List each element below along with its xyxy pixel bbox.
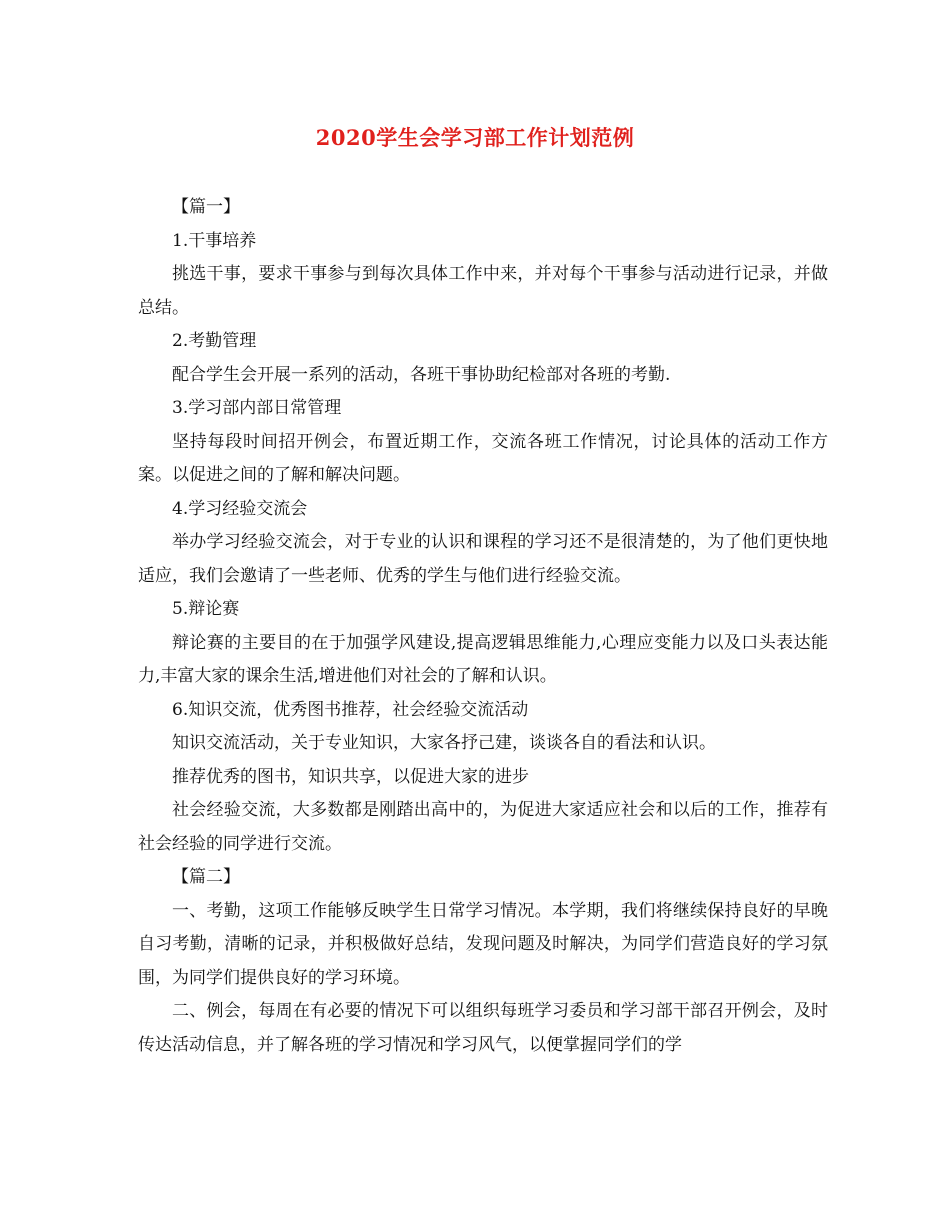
document-title: 2020学生会学习部工作计划范例 (315, 125, 635, 150)
paragraph: 举办学习经验交流会，对于专业的认识和课程的学习还不是很清楚的，为了他们更快地适应，我们会邀请了一些老师、优秀的学生与他们进行经验交流。 (138, 532, 828, 586)
paragraph: 二、例会，每周在有必要的情况下可以组织每班学习委员和学习部干部召开例会，及时传达活动信息，并了解各班的学习情况和学习风气，以便掌握同学们的学 (138, 1001, 828, 1055)
paragraph: 坚持每段时间招开例会，布置近期工作，交流各班工作情况，讨论具体的活动工作方案。以促进之间的了解和解决问题。 (138, 431, 828, 485)
paragraph: 一、考勤，这项工作能够反映学生日常学习情况。本学期，我们将继续保持良好的早晚自习考勤，清晰的记录，并积极做好总结，发现问题及时解决，为同学们营造良好的学习氛围，为同学们提供良好的学习环境。 (138, 900, 828, 988)
paragraph: 配合学生会开展一系列的活动，各班干事协助纪检部对各班的考勤. (172, 364, 671, 385)
document-body (138, 191, 828, 1062)
paragraph: 推荐优秀的图书，知识共享，以促进大家的进步 (172, 766, 529, 787)
paragraph: 辩论赛的主要目的在于加强学风建设,提高逻辑思维能力,心理应变能力以及口头表达能力,丰富大家的课余生活,增进他们对社会的了解和认识。 (138, 632, 828, 686)
item-heading: 3.学习部内部日常管理 (172, 398, 342, 418)
item-heading: 4.学习经验交流会 (172, 498, 308, 519)
item-heading: 6.知识交流，优秀图书推荐，社会经验交流活动 (172, 699, 529, 720)
item-heading: 2.考勤管理 (172, 331, 257, 351)
section-heading: 【篇二】 (172, 867, 240, 887)
section-heading: 【篇一】 (172, 197, 240, 217)
paragraph: 挑选干事，要求干事参与到每次具体工作中来，并对每个干事参与活动进行记录，并做总结。 (138, 264, 828, 318)
paragraph: 知识交流活动，关于专业知识，大家各抒己建，谈谈各自的看法和认识。 (172, 733, 716, 753)
item-heading: 5.辩论赛 (172, 599, 240, 619)
item-heading: 1.干事培养 (172, 230, 257, 251)
paragraph: 社会经验交流，大多数都是刚踏出高中的，为促进大家适应社会和以后的工作，推荐有社会经验的同学进行交流。 (138, 800, 828, 854)
